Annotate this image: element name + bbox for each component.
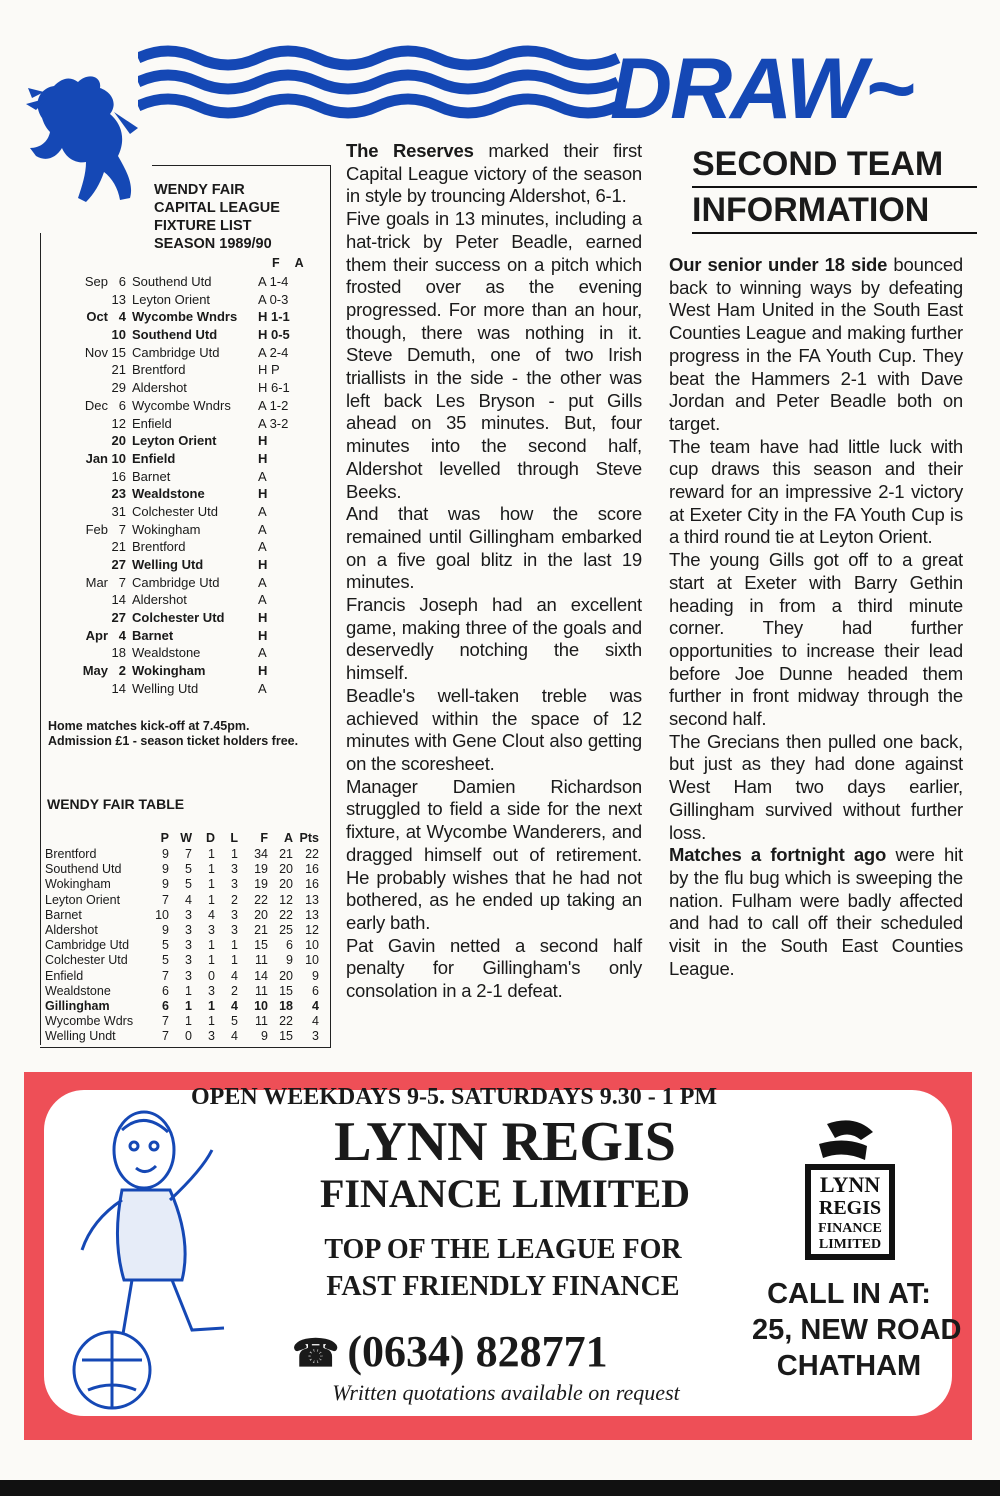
reserves-lead: The Reserves — [346, 140, 474, 161]
fixture-title-line: CAPITAL LEAGUE — [154, 200, 280, 216]
article-lead: Our senior under 18 side — [669, 254, 888, 275]
column-header: D — [205, 831, 215, 845]
fixture-row — [76, 450, 336, 468]
table-cell: 34 — [254, 847, 268, 861]
table-cell: 1 — [185, 983, 192, 998]
table-cell: 12 — [305, 922, 319, 937]
fixture-month: Oct — [86, 309, 108, 325]
article-paragraph: The Grecians then pulled one back, but just as they had done against West Ham two days earlier, Gillingham survived without further loss. — [669, 730, 963, 843]
table-cell: 15 — [279, 1029, 293, 1044]
table-cell: 10 — [155, 907, 169, 922]
fixture-panel — [40, 165, 331, 1048]
table-cell: 3 — [208, 1029, 215, 1044]
fixture-result: A — [258, 503, 267, 519]
table-cell: 3 — [208, 983, 215, 998]
article-paragraph: The team have had little luck with cup draws this season and their reward for an impressive 2-1 victory at Exeter City in the FA Youth Cup is a third round tie at Leyton Orient. — [669, 435, 963, 548]
table-cell: 9 — [162, 862, 169, 877]
kickoff-note: Home matches kick-off at 7.45pm. Admission £1 - season ticket holders free. — [48, 719, 299, 748]
table-row — [45, 893, 325, 908]
telephone-icon: ☎ — [292, 1333, 340, 1375]
address-line: CALL IN AT: — [767, 1278, 931, 1310]
table-cell: 1 — [231, 938, 238, 953]
table-cell: 4 — [312, 998, 319, 1013]
title-line: SECOND TEAM — [692, 142, 977, 188]
fixture-opponent: Welling Utd — [132, 557, 204, 572]
table-cell: 3 — [231, 922, 238, 937]
fixture-row — [76, 344, 336, 362]
table-cell: 4 — [231, 968, 238, 983]
fixture-day: 14 — [111, 592, 126, 608]
fixture-result: H — [258, 557, 268, 572]
page-edge-bar — [0, 1480, 1000, 1496]
fixture-day: 4 — [118, 627, 126, 643]
column-header: A — [283, 831, 293, 845]
fixture-month: Dec — [84, 397, 108, 413]
fixture-result: H — [258, 663, 268, 679]
fixture-day: 20 — [111, 433, 126, 449]
logo-text: FINANCE — [818, 1221, 882, 1236]
logo-text: LIMITED — [818, 1237, 882, 1252]
team-name: Aldershot — [45, 922, 98, 937]
second-team-title — [692, 142, 977, 234]
table-cell: 1 — [185, 998, 192, 1013]
table-row — [45, 877, 325, 892]
company-name: LYNN REGIS — [334, 1111, 676, 1173]
fixture-result: H 0-5 — [258, 327, 290, 343]
table-cell: 3 — [231, 877, 238, 892]
table-cell: 9 — [286, 953, 293, 968]
table-cell: 9 — [312, 968, 319, 983]
column-header: Pts — [299, 831, 319, 845]
fixture-row — [76, 627, 336, 645]
table-cell: 20 — [279, 968, 293, 983]
team-name: Wycombe Wdrs — [45, 1014, 134, 1029]
fixture-day: 29 — [111, 380, 126, 396]
fixture-opponent: Wealdstone — [132, 486, 205, 502]
table-row — [45, 984, 325, 999]
fixture-row — [76, 503, 336, 521]
table-cell: 22 — [254, 892, 268, 907]
table-cell: 4 — [231, 998, 238, 1013]
table-cell: 9 — [162, 877, 169, 892]
fixture-title-line: WENDY FAIR — [154, 182, 245, 198]
table-cell: 16 — [305, 877, 319, 892]
table-cell: 3 — [185, 953, 192, 968]
column-header: F — [260, 831, 268, 845]
table-cell: 1 — [208, 1014, 215, 1029]
fixture-day: 15 — [111, 344, 126, 360]
fixture-opponent: Southend Utd — [132, 274, 212, 289]
fixture-month: May — [82, 663, 108, 679]
fixture-row — [76, 273, 336, 291]
fixture-result: H — [258, 486, 268, 502]
table-cell: 1 — [208, 862, 215, 877]
table-row — [45, 999, 325, 1014]
table-row — [45, 938, 325, 953]
fixture-opponent: Wokingham — [132, 521, 201, 537]
table-cell: 10 — [254, 998, 268, 1013]
logo-text: LYNN — [819, 1172, 881, 1197]
fixture-day: 4 — [118, 309, 126, 325]
table-cell: 19 — [254, 877, 268, 892]
fixture-result: A — [258, 574, 267, 590]
team-name: Southend Utd — [45, 862, 122, 877]
fixture-day: 16 — [111, 468, 126, 484]
fixture-day: 6 — [118, 274, 126, 289]
fixture-day: 13 — [111, 291, 126, 307]
fixture-result: A — [258, 468, 267, 484]
fixture-row — [76, 468, 336, 486]
article-paragraph: were hit by the flu bug which is sweeping the nation. Fulham were badly affected and had to call off their scheduled visit in the South East Counties League. — [669, 844, 963, 979]
fixture-result: H 6-1 — [258, 380, 290, 396]
table-cell: 5 — [185, 877, 192, 892]
table-cell: 3 — [312, 1029, 319, 1044]
team-name: Welling Undt — [45, 1029, 116, 1044]
table-cell: 21 — [279, 847, 293, 861]
table-cell: 7 — [162, 1014, 169, 1029]
page-title: DRAW~ — [610, 41, 913, 137]
fixture-row — [76, 379, 336, 397]
table-cell: 3 — [185, 907, 192, 922]
fixture-day: 14 — [111, 680, 126, 696]
fixture-opponent: Brentford — [132, 362, 186, 378]
fixture-opponent: Barnet — [132, 468, 171, 484]
table-cell: 11 — [255, 953, 268, 968]
fixture-row — [76, 521, 336, 539]
fixture-day: 18 — [111, 645, 126, 661]
team-name: Enfield — [45, 968, 84, 983]
table-row — [45, 1014, 325, 1029]
table-cell: 9 — [162, 847, 169, 861]
phone-text: (0634) 828771 — [347, 1327, 608, 1376]
table-cell: 12 — [279, 892, 293, 907]
fixture-day: 21 — [111, 362, 126, 378]
fixture-result: A — [258, 521, 267, 537]
league-table — [45, 831, 325, 1044]
fixture-row — [76, 397, 336, 415]
fixture-opponent: Leyton Orient — [132, 291, 211, 307]
team-name: Gillingham — [45, 998, 110, 1013]
table-cell: 9 — [261, 1029, 268, 1044]
table-cell: 0 — [185, 1029, 192, 1044]
table-cell: 6 — [312, 983, 319, 998]
fixture-day: 7 — [118, 574, 126, 590]
fixture-opponent: Aldershot — [132, 592, 187, 608]
table-cell: 15 — [254, 938, 268, 953]
article-paragraph: Five goals in 13 minutes, including a hat-trick by Peter Beadle, earned them their success on a pitch which frosted over as the evening progressed. For more than an hour, though, there was nothing in it. Steve Demuth, one of two Irish triallists in the side - the other was left back Les Bryson - put Gills ahead on 35 minutes. But, four minutes into the second half, Aldershot levelled through Steve Beeks. — [346, 208, 642, 502]
title-line: INFORMATION — [692, 188, 977, 234]
table-cell: 11 — [255, 983, 268, 998]
table-cell: 22 — [279, 907, 293, 922]
fixture-opponent: Barnet — [132, 627, 174, 643]
fixture-opponent: Colchester Utd — [132, 610, 225, 626]
table-cell: 6 — [162, 998, 169, 1013]
fixture-day: 10 — [111, 450, 126, 466]
fixture-result: H — [258, 433, 268, 449]
fixture-month: Apr — [85, 627, 108, 643]
fixture-opponent: Wycombe Wndrs — [132, 397, 231, 413]
table-cell: 20 — [279, 862, 293, 877]
fixture-result: A — [258, 539, 267, 555]
fa-column-header: F A — [272, 256, 310, 270]
column-header: L — [230, 831, 238, 845]
table-cell: 10 — [305, 953, 319, 968]
fixture-day: 27 — [111, 557, 126, 572]
table-cell: 21 — [254, 922, 268, 937]
table-cell: 5 — [231, 1014, 238, 1029]
fixture-day: 23 — [111, 486, 126, 502]
table-row — [45, 1029, 325, 1044]
table-cell: 3 — [208, 922, 215, 937]
article-paragraph: Beadle's well-taken treble was achieved within the space of 12 minutes with Gene Clout also getting on the scoresheet. — [346, 684, 642, 774]
fixture-row — [76, 361, 336, 379]
fixture-row — [76, 291, 336, 309]
reserves-article — [346, 140, 642, 1003]
address-line: CHATHAM — [776, 1350, 922, 1382]
fixture-result: A 1-4 — [258, 274, 289, 289]
fixture-month: Mar — [85, 574, 108, 590]
fixture-row — [76, 415, 336, 433]
table-cell: 5 — [162, 953, 169, 968]
team-name: Leyton Orient — [45, 892, 121, 907]
article-paragraph: marked their first Capital League victory of the season in style by trouncing Aldershot, 6-1. — [346, 140, 642, 207]
fixture-opponent: Wycombe Wndrs — [132, 309, 238, 325]
team-name: Barnet — [45, 907, 82, 922]
fixture-row — [76, 538, 336, 556]
fixture-row — [76, 432, 336, 450]
fixture-result: A 1-2 — [258, 397, 289, 413]
tagline: FAST FRIENDLY FINANCE — [326, 1271, 680, 1302]
table-cell: 4 — [208, 907, 215, 922]
team-name: Wealdstone — [45, 983, 111, 998]
table-cell: 13 — [305, 892, 319, 907]
fixture-row — [76, 662, 336, 680]
fixture-row — [76, 556, 336, 574]
table-cell: 3 — [185, 922, 192, 937]
table-cell: 2 — [231, 983, 238, 998]
fixture-day: 10 — [111, 327, 126, 343]
fixture-month: Feb — [85, 521, 108, 537]
table-cell: 6 — [162, 983, 169, 998]
fixture-opponent: Welling Utd — [132, 680, 199, 696]
team-name: Brentford — [45, 847, 97, 861]
fixture-opponent: Brentford — [132, 539, 186, 555]
column-header: W — [180, 831, 192, 845]
table-cell: 1 — [231, 953, 238, 968]
fixture-opponent: Enfield — [132, 415, 172, 431]
fixture-result: H P — [258, 362, 280, 378]
fixture-title-line: SEASON 1989/90 — [154, 236, 272, 252]
fixture-day: 6 — [118, 397, 126, 413]
call-in-address — [752, 1276, 962, 1384]
table-cell: 3 — [231, 907, 238, 922]
phone-number — [292, 1326, 722, 1377]
company-subtitle: FINANCE LIMITED — [319, 1171, 691, 1216]
fixture-row — [76, 609, 336, 627]
fixture-result: H — [258, 627, 268, 643]
article-paragraph: bounced back to winning ways by defeating West Ham United in the South East Counties League and making further progress in the FA Youth Cup. They beat the Hammers 2-1 with Dave Jordan and Peter Beadle both on target. — [669, 254, 964, 434]
table-cell: 1 — [208, 877, 215, 892]
fixture-list — [76, 273, 336, 698]
quotes-note: Written quotations available on request — [332, 1380, 680, 1405]
fixture-row — [76, 308, 336, 326]
fixture-opponent: Cambridge Utd — [132, 344, 220, 360]
table-cell: 7 — [162, 968, 169, 983]
fixture-opponent: Wokingham — [132, 663, 206, 679]
table-cell: 1 — [231, 847, 238, 861]
fixture-result: A 2-4 — [258, 344, 289, 360]
table-cell: 5 — [162, 938, 169, 953]
table-cell: 22 — [279, 1014, 293, 1029]
address-line: 25, NEW ROAD — [752, 1314, 962, 1346]
fixture-list-title — [154, 181, 324, 253]
tagline: TOP OF THE LEAGUE FOR — [324, 1234, 682, 1265]
table-cell: 22 — [305, 847, 319, 861]
table-cell: 3 — [185, 938, 192, 953]
table-cell: 0 — [208, 968, 215, 983]
fixture-month: Nov — [84, 344, 108, 360]
table-cell: 13 — [305, 907, 319, 922]
fixture-opponent: Aldershot — [132, 380, 187, 396]
article-paragraph: Francis Joseph had an excellent game, making three of the goals and deservedly notching the sixth himself. — [346, 594, 642, 684]
fixture-result: H — [258, 450, 268, 466]
table-cell: 4 — [231, 1029, 238, 1044]
table-cell: 1 — [208, 953, 215, 968]
fixture-opponent: Enfield — [132, 450, 176, 466]
table-cell: 7 — [162, 1029, 169, 1044]
table-cell: 7 — [185, 847, 192, 861]
article-paragraph: Manager Damien Richardson struggled to field a side for the next fixture, at Wycombe Wanderers, and dragged himself out of retirement. He probably wishes that he had not bothered, as he ended up taking an early bath. — [346, 775, 642, 933]
table-cell: 11 — [255, 1014, 268, 1029]
table-cell: 4 — [312, 1014, 319, 1029]
table-cell: 25 — [279, 922, 293, 937]
fixture-row — [76, 644, 336, 662]
table-cell: 20 — [279, 877, 293, 892]
table-row — [45, 908, 325, 923]
table-cell: 20 — [254, 907, 268, 922]
fixture-month: Jan — [85, 450, 108, 466]
fixture-opponent: Leyton Orient — [132, 433, 217, 449]
table-row — [45, 862, 325, 877]
article-lead: Matches a fortnight ago — [669, 844, 887, 866]
table-cell: 10 — [305, 938, 319, 953]
fixture-day: 7 — [118, 521, 126, 537]
fixture-row — [76, 680, 336, 698]
table-cell: 1 — [208, 938, 215, 953]
fixture-opponent: Wealdstone — [132, 645, 201, 661]
fixture-day: 27 — [111, 610, 126, 626]
fixture-month: Sep — [84, 274, 108, 289]
table-cell: 1 — [208, 998, 215, 1013]
fixture-title-line: FIXTURE LIST — [154, 218, 252, 234]
footballer-cartoon-icon — [52, 1090, 257, 1420]
logo-text: REGIS — [818, 1197, 882, 1219]
table-row — [45, 923, 325, 938]
table-cell: 7 — [162, 892, 169, 907]
fixture-row — [76, 326, 336, 344]
table-cell: 3 — [185, 968, 192, 983]
fixture-day: 2 — [118, 663, 126, 679]
fixture-result: A — [258, 592, 267, 608]
fixture-day: 21 — [111, 539, 126, 555]
fixture-day: 12 — [111, 415, 126, 431]
table-row — [45, 969, 325, 984]
fixture-opponent: Southend Utd — [132, 327, 218, 343]
team-name: Cambridge Utd — [45, 938, 130, 953]
table-cell: 1 — [185, 1014, 192, 1029]
column-header: P — [160, 831, 169, 845]
table-cell: 3 — [231, 862, 238, 877]
lynn-regis-logo — [775, 1116, 915, 1266]
fixture-result: A — [258, 645, 267, 661]
fixture-opponent: Colchester Utd — [132, 503, 218, 519]
table-cell: 18 — [279, 998, 293, 1013]
fixture-result: H 1-1 — [258, 309, 290, 325]
fixture-row — [76, 485, 336, 503]
table-cell: 4 — [185, 892, 192, 907]
table-cell: 16 — [305, 862, 319, 877]
article-paragraph: The young Gills got off to a great start at Exeter with Barry Gethin heading in from a third minute corner. They had further opportunities to increase their lead before Joe Dunne headed them further in front midway through the second half. — [669, 549, 963, 730]
table-cell: 19 — [254, 862, 268, 877]
fixture-result: A 0-3 — [258, 291, 289, 307]
table-cell: 15 — [279, 983, 293, 998]
waves-decoration — [138, 40, 638, 120]
table-row — [45, 953, 325, 968]
table-cell: 6 — [286, 938, 293, 953]
page-header — [0, 0, 1000, 150]
team-name: Colchester Utd — [45, 953, 128, 968]
fixture-row — [76, 591, 336, 609]
fixture-opponent: Cambridge Utd — [132, 574, 220, 590]
table-header-row — [45, 831, 325, 847]
table-cell: 2 — [231, 892, 238, 907]
article-paragraph: And that was how the score remained until Gillingham embarked on a five goal blitz in the last 19 minutes. — [346, 503, 642, 593]
table-cell: 1 — [208, 892, 215, 907]
table-cell: 14 — [254, 968, 268, 983]
fixture-result: A — [258, 680, 267, 696]
team-name: Wokingham — [45, 877, 111, 892]
league-table-title: WENDY FAIR TABLE — [47, 796, 185, 812]
fixture-row — [76, 574, 336, 592]
fixture-result: H — [258, 610, 268, 626]
table-row — [45, 847, 325, 862]
table-cell: 1 — [208, 847, 215, 861]
open-hours: OPEN WEEKDAYS 9-5. SATURDAYS 9.30 - 1 PM — [191, 1084, 718, 1110]
table-cell: 5 — [185, 862, 192, 877]
second-team-article — [669, 254, 963, 981]
article-paragraph: Pat Gavin netted a second half penalty for Gillingham's only consolation in a 2-1 defeat. — [346, 934, 642, 1002]
table-cell: 9 — [162, 922, 169, 937]
fixture-result: A 3-2 — [258, 415, 289, 431]
fixture-day: 31 — [111, 503, 126, 519]
